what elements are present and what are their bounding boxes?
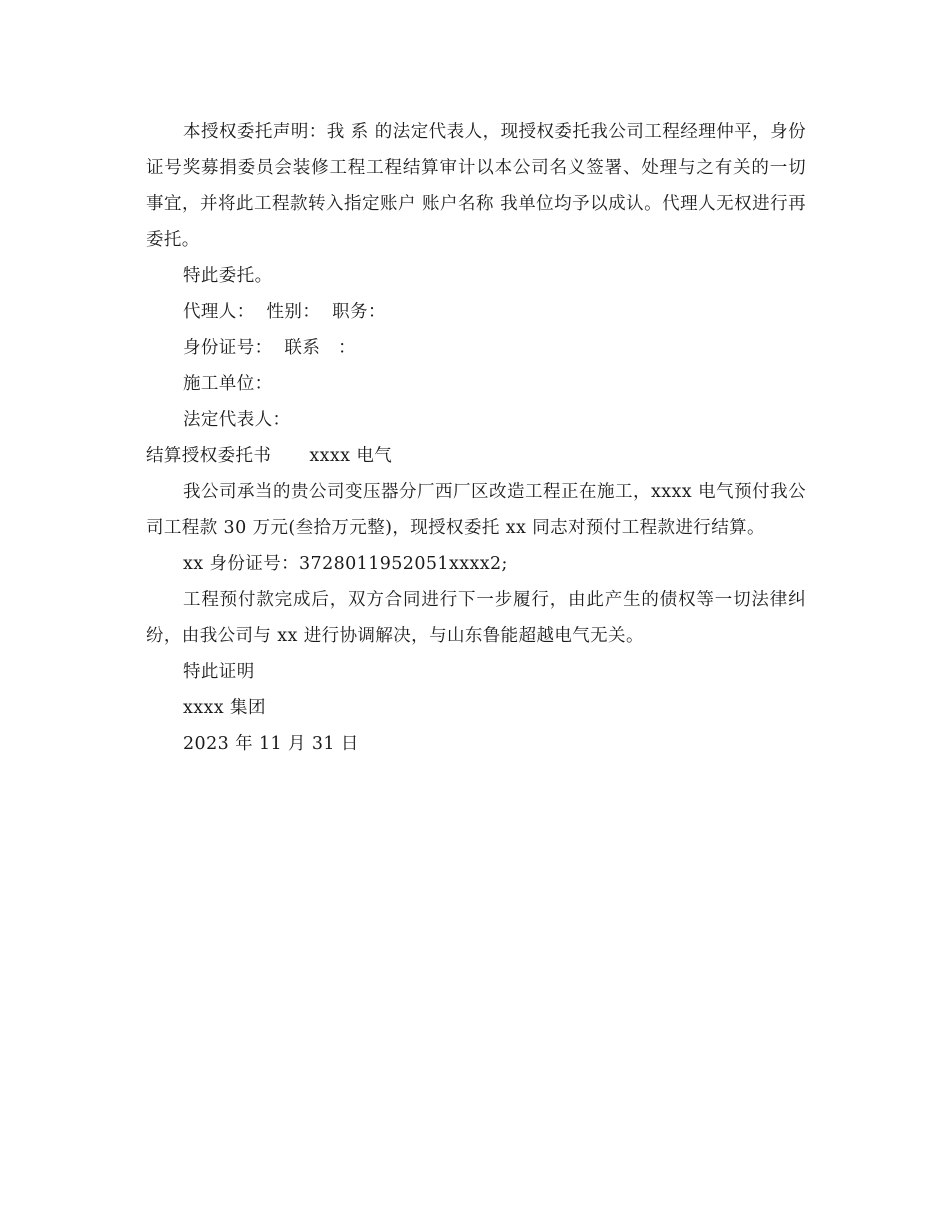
special-entrust-line: 特此委托。 (183, 266, 273, 286)
heading-company: xxxx 电气 (309, 446, 393, 466)
certify-line: 特此证明 (183, 662, 255, 682)
prepayment-paragraph: 我公司承当的贵公司变压器分厂西厂区改造工程正在施工，xxxx 电气预付我公司工程款 30 万元(叁拾万元整)，现授权委托 xx 同志对预付工程款进行结算。 (146, 482, 806, 538)
document-body (146, 114, 806, 762)
dispute-paragraph: 工程预付款完成后，双方合同进行下一步履行，由此产生的债权等一切法律纠纷，由我公司与 xx 进行协调解决，与山东鲁能超越电气无关。 (146, 590, 806, 646)
heading-title: 结算授权委托书 (146, 446, 272, 466)
id-contact-line: 身份证号： 联系 ： (183, 338, 357, 358)
id-number-line: xx 身份证号：3728011952051xxxx2; (183, 554, 508, 574)
document-date: 2023 年 11 月 31 日 (183, 734, 359, 754)
agent-info-line: 代理人： 性别： 职务： (183, 302, 386, 322)
settlement-heading (146, 438, 806, 474)
company-signature: xxxx 集团 (183, 698, 266, 718)
legal-representative-line: 法定代表人： (183, 410, 291, 430)
construction-unit-line: 施工单位： (183, 374, 273, 394)
authorization-statement-paragraph: 本授权委托声明：我 系 的法定代表人，现授权委托我公司工程经理仲平，身份证号奖募捐委员会装修工程工程结算审计以本公司名义签署、处理与之有关的一切事宜，并将此工程款转入指定账户 账户名称 我单位均予以成认。代理人无权进行再委托。 (146, 122, 806, 250)
